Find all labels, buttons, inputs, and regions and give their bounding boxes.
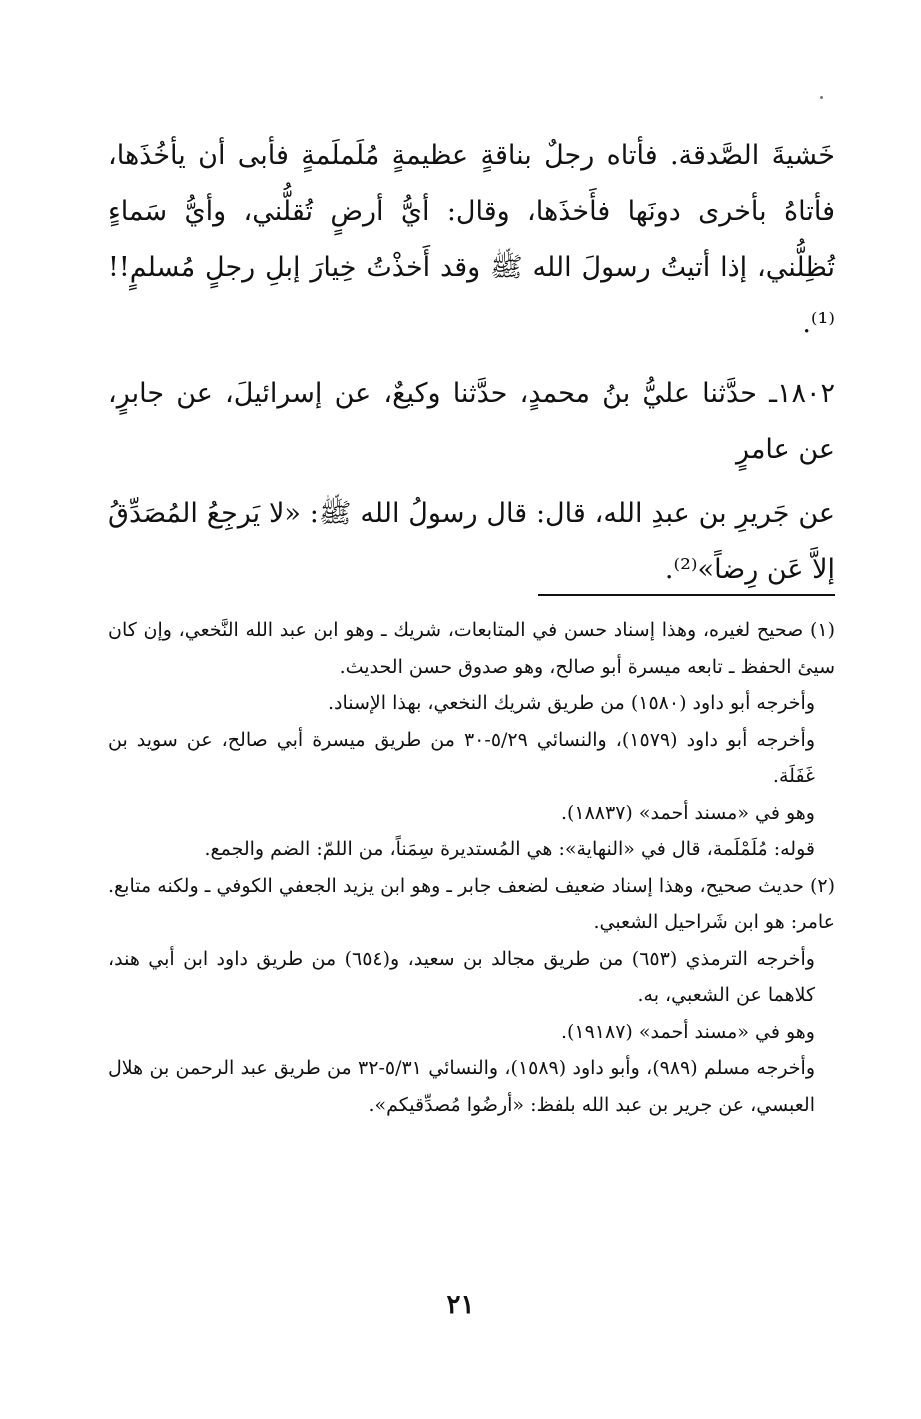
footnotes	[108, 612, 835, 1123]
footnote-1-line-4: وهو في «مسند أحمد» (١٨٨٣٧).	[560, 801, 815, 824]
footnote-2-line-2: وأخرجه الترمذي (٦٥٣) من طريق مجالد بن سعيد، و(٦٥٤) من طريق داود ابن أبي هند، كلاهما عن الشعبي، به.	[108, 947, 815, 1006]
hadith-1802-text: عن جَريرِ بن عبدِ الله، قال: قال رسولُ الله ﷺ: «لا يَرجِعُ المُصَدِّقُ إلاَّ عَن رِضاً»⁽²⁾.	[108, 498, 835, 585]
hadith-1802-chain: ١٨٠٢ـ حدَّثنا عليُّ بنُ محمدٍ، حدَّثنا وكيعٌ، عن إسرائيلَ، عن جابرٍ، عن عامرٍ	[108, 378, 835, 465]
footnote-1-line-5: قوله: مُلَمْلَمة، قال في «النهاية»: هي المُستديرة سِمَناً، من اللمّ: الضم والجمع.	[204, 838, 815, 860]
footnote-2: (٢) حديث صحيح، وهذا إسناد ضعيف لضعف جابر ـ وهو ابن يزيد الجعفي الكوفي ـ ولكنه متابع. عامر: هو ابن شَراحيل الشعبي.	[108, 874, 835, 933]
footnote-2-line-3: وهو في «مسند أحمد» (١٩١٨٧).	[560, 1020, 815, 1043]
footnote-1-line-3: وأخرجه أبو داود (١٥٧٩)، والنسائي ٥/٢٩-٣٠ من طريق ميسرة أبي صالح، عن سويد بن غَفَلَة.	[108, 728, 815, 787]
footnote-1: (١) صحيح لغيره، وهذا إسناد حسن في المتابعات، شريك ـ وهو ابن عبد الله النَّخعي، وإن كان سيئ الحفظ ـ تابعه ميسرة أبو صالح، وهو صدوق حسن الحديث.	[108, 619, 835, 678]
footnote-2-line-4: وأخرجه مسلم (٩٨٩)، وأبو داود (١٥٨٩)، والنسائي ٥/٣١-٣٢ من طريق عبد الرحمن بن هلال العبسي، عن جرير بن عبد الله بلفظ: «أرضُوا مُصدِّقيكم».	[108, 1057, 816, 1116]
main-text	[108, 128, 835, 598]
page-number: ٢١	[446, 1290, 475, 1320]
footnote-1-line-2: وأخرجه أبو داود (١٥٨٠) من طريق شريك النخعي، بهذا الإسناد.	[327, 692, 815, 714]
scan-speck	[820, 96, 823, 99]
main-paragraph-1: خَشيةَ الصَّدقة. فأتاه رجلٌ بناقةٍ عظيمةٍ مُلَملَمةٍ فأبى أن يأخُذَها، فأتاهُ بأخرى دونَها فأَخذَها، وقال: أيُّ أرضٍ تُقلُّني، وأيُّ سَماءٍ تُظِلُّني، إذا أتيتُ رسولَ الله ﷺ وقد أَخذْتُ خِيارَ إبلِ رجلٍ مُسلمٍ!!⁽¹⁾.	[108, 140, 835, 339]
footnote-separator	[538, 594, 835, 596]
